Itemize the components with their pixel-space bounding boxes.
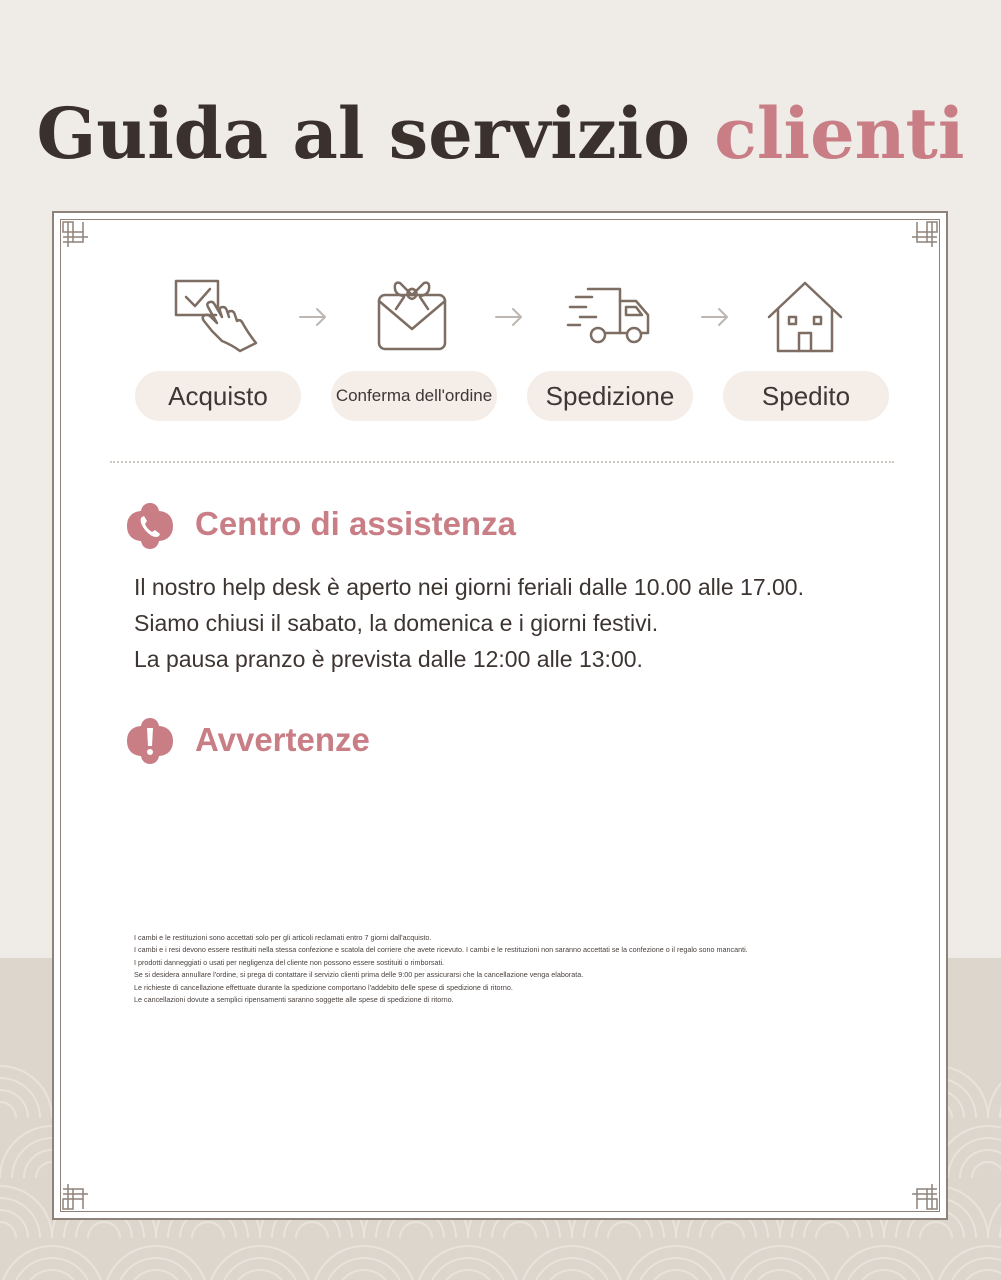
help-center-title: Centro di assistenza bbox=[195, 505, 516, 542]
warning-line: I prodotti danneggiati o usati per negligenza del cliente non possono essere sostituiti o rimborsati. bbox=[134, 958, 445, 967]
warning-line: Le cancellazioni dovute a semplici ripensamenti saranno soggette alle spese di spedizione di ritorno. bbox=[134, 995, 454, 1004]
phone-icon bbox=[125, 501, 175, 551]
help-center-line: Il nostro help desk è aperto nei giorni feriali dalle 10.00 alle 17.00. bbox=[134, 574, 804, 600]
page-title-accent: clienti bbox=[714, 92, 965, 175]
page-title bbox=[0, 92, 1001, 175]
warning-line: I cambi e i resi devono essere restituiti nella stessa confezione e scatola del corriere che avete ricevuto. I cambi e le restituzioni non saranno accettati se la confezione o il regalo sono mancanti. bbox=[134, 945, 748, 954]
help-center-line: Siamo chiusi il sabato, la domenica e i giorni festivi. bbox=[134, 610, 659, 636]
exclamation-icon bbox=[125, 716, 175, 766]
step-pill-3 bbox=[527, 371, 693, 421]
warnings-title: Avvertenze bbox=[195, 721, 370, 758]
warning-line: I cambi e le restituzioni sono accettati solo per gli articoli reclamati entro 7 giorni dall'acquisto. bbox=[134, 933, 432, 942]
warning-line: Se si desidera annullare l'ordine, si prega di contattare il servizio clienti prima delle 9:00 per assicurarsi che la cancellazione venga elaborata. bbox=[134, 970, 584, 979]
arrow-right-icon bbox=[700, 305, 730, 329]
warning-line: Le richieste di cancellazione effettuate durante la spedizione comportano l'addebito delle spese di spedizione di ritorno. bbox=[134, 983, 513, 992]
arrow-right-icon bbox=[298, 305, 328, 329]
corner-ornament-icon bbox=[60, 1182, 90, 1212]
step-label: Acquisto bbox=[168, 380, 268, 411]
page-title-main: Guida al servizio bbox=[36, 92, 690, 175]
checkbox-hand-icon bbox=[170, 277, 262, 353]
delivery-truck-icon bbox=[566, 283, 652, 347]
step-pill-1 bbox=[135, 371, 301, 421]
step-pill-2 bbox=[331, 371, 497, 421]
arrow-right-icon bbox=[494, 305, 524, 329]
corner-ornament-icon bbox=[910, 1182, 940, 1212]
step-label: Conferma dell'ordine bbox=[335, 386, 493, 405]
step-label: Spedito bbox=[761, 380, 851, 411]
step-pill-4 bbox=[723, 371, 889, 421]
step-label: Spedizione bbox=[545, 380, 675, 411]
gift-wrap-icon bbox=[374, 281, 450, 353]
order-process-steps bbox=[54, 213, 950, 443]
house-icon bbox=[766, 279, 844, 353]
dotted-divider bbox=[110, 461, 894, 463]
help-center-line: La pausa pranzo è prevista dalle 12:00 alle 13:00. bbox=[134, 646, 643, 672]
guide-card bbox=[52, 211, 948, 1220]
